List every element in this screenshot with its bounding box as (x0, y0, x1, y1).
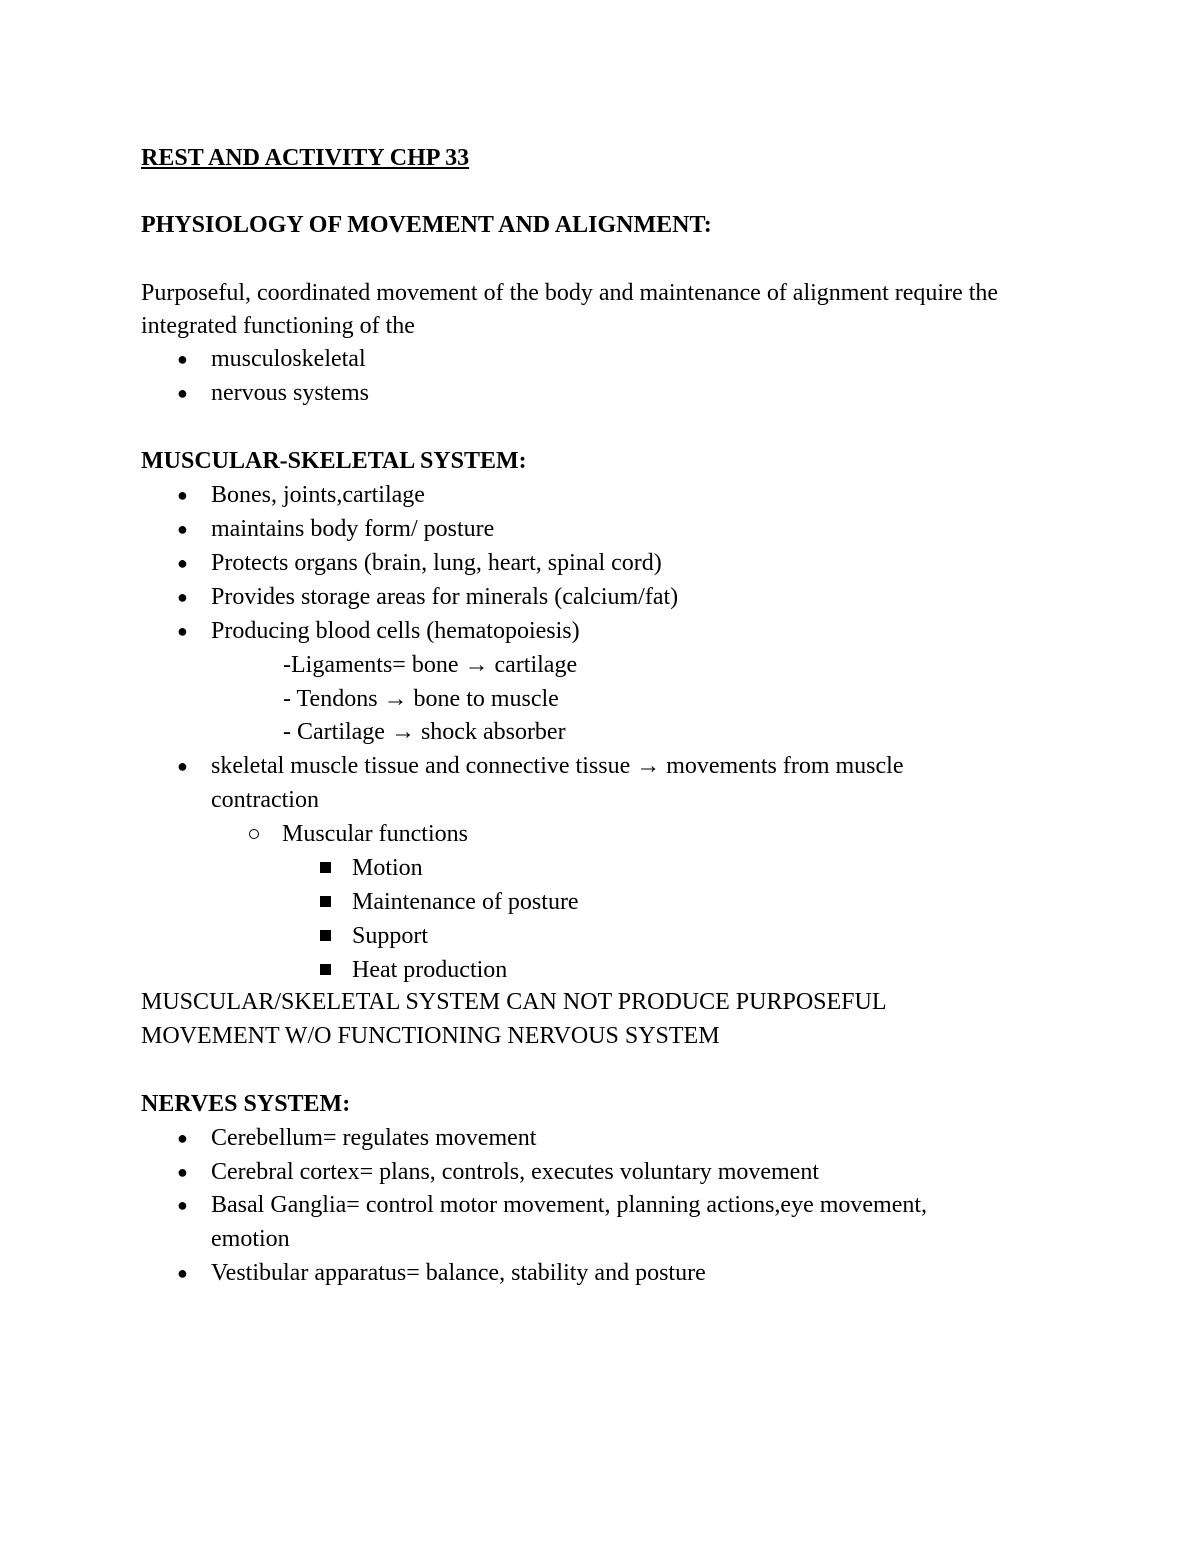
list-item: skeletal muscle tissue and connective tissue → movements from muscle (211, 753, 904, 779)
nested-list-item: Maintenance of posture (352, 889, 579, 915)
list-item-continuation: emotion (211, 1226, 290, 1252)
note-line: MUSCULAR/SKELETAL SYSTEM CAN NOT PRODUCE PURPOSEFUL (141, 989, 887, 1015)
bullet-dot-icon: ● (177, 485, 188, 505)
bullet-dot-icon: ● (177, 1263, 188, 1283)
physiology-paragraph-line: Purposeful, coordinated movement of the body and maintenance of alignment require the (141, 280, 999, 306)
bullet-dot-icon: ● (177, 349, 188, 369)
note-line: MOVEMENT W/O FUNCTIONING NERVOUS SYSTEM (141, 1023, 720, 1049)
bullet-dot-icon: ● (177, 1162, 188, 1182)
bullet-square-icon (320, 930, 331, 941)
nested-list-item: Muscular functions (282, 821, 468, 847)
sub-list-item: -Ligaments= bone → cartilage (283, 652, 578, 678)
list-item: Producing blood cells (hematopoiesis) (211, 618, 580, 644)
bullet-dot-icon: ● (177, 1128, 188, 1148)
list-item: Protects organs (brain, lung, heart, spinal cord) (211, 550, 662, 576)
bullet-dot-icon: ● (177, 587, 188, 607)
bullet-square-icon (320, 964, 331, 975)
musculoskeletal-heading: MUSCULAR-SKELETAL SYSTEM: (141, 448, 527, 474)
bullet-dot-icon: ● (177, 756, 188, 776)
physiology-heading: PHYSIOLOGY OF MOVEMENT AND ALIGNMENT: (141, 212, 712, 238)
sub-list-item: - Cartilage → shock absorber (283, 719, 566, 745)
bullet-dot-icon: ● (177, 383, 188, 403)
bullet-dot-icon: ● (177, 519, 188, 539)
bullet-dot-icon: ● (177, 553, 188, 573)
nested-list-item: Heat production (352, 957, 508, 983)
list-item: Provides storage areas for minerals (calcium/fat) (211, 584, 679, 610)
bullet-square-icon (320, 862, 331, 873)
list-item: Vestibular apparatus= balance, stability and posture (211, 1260, 706, 1286)
bullet-circle-icon (249, 829, 259, 839)
bullet-dot-icon: ● (177, 621, 188, 641)
sub-list-item: - Tendons → bone to muscle (283, 686, 559, 712)
list-item: maintains body form/ posture (211, 516, 495, 542)
bullet-square-icon (320, 896, 331, 907)
document-title: REST AND ACTIVITY CHP 33 (141, 145, 470, 171)
list-item: Cerebral cortex= plans, controls, executes voluntary movement (211, 1159, 820, 1185)
list-item: Bones, joints,cartilage (211, 482, 425, 508)
list-item-continuation: contraction (211, 787, 319, 813)
nerves-heading: NERVES SYSTEM: (141, 1091, 351, 1117)
nested-list-item: Support (352, 923, 429, 949)
physiology-paragraph-line: integrated functioning of the (141, 313, 415, 339)
list-item: Basal Ganglia= control motor movement, planning actions,eye movement, (211, 1192, 928, 1218)
list-item: musculoskeletal (211, 346, 366, 372)
bullet-dot-icon: ● (177, 1195, 188, 1215)
list-item: nervous systems (211, 380, 369, 406)
nested-list-item: Motion (352, 855, 423, 881)
list-item: Cerebellum= regulates movement (211, 1125, 537, 1151)
